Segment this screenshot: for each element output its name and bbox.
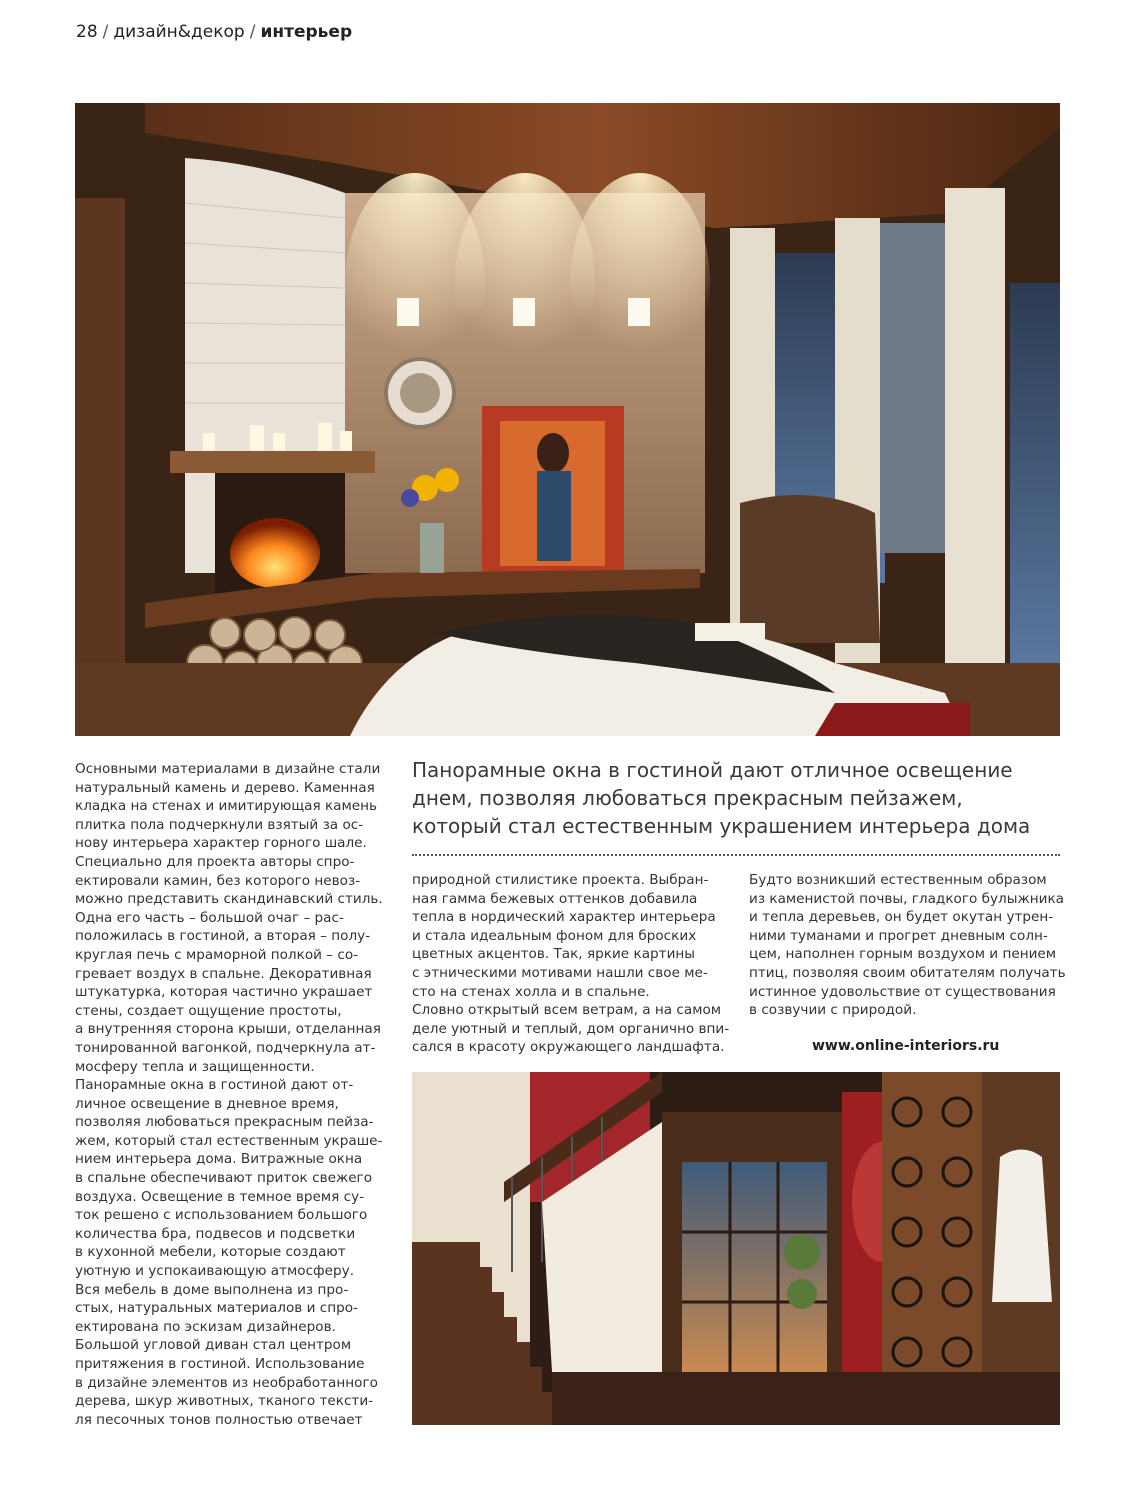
text-line: штукатурка, которая частично украшает	[75, 984, 373, 1001]
text-line: сался в красоту окружающего ландшафта.	[412, 1039, 725, 1056]
text-line: мосферу тепла и защищенности.	[75, 1058, 315, 1075]
text-line: плитка пола подчеркнули взятый за ос-	[75, 816, 364, 833]
text-line: в кухонной мебели, которые создают	[75, 1244, 346, 1261]
text-line: в спальне обеспечивают приток свежего	[75, 1170, 373, 1187]
section-name: интерьер	[260, 22, 353, 42]
text-line: гревает воздух в спальне. Декоративная	[75, 965, 372, 982]
text-line: истинное удовольствие от существования	[749, 983, 1056, 1000]
text-line: сто на стенах холла и в спальне.	[412, 983, 650, 1000]
text-line: ектировали камин, без которого невоз-	[75, 872, 361, 889]
text-line: Большой угловой диван стал центром	[75, 1337, 352, 1354]
text-line: Словно открытый всем ветрам, а на самом	[412, 1002, 722, 1019]
text-line: в дизайне элементов из необработанного	[75, 1374, 378, 1391]
hallway-staircase-photo	[412, 1072, 1060, 1425]
left-text-column	[75, 760, 387, 1429]
text-line: тонированной вагонкой, подчеркнула ат-	[75, 1039, 376, 1056]
dotted-divider	[412, 854, 1060, 856]
text-line: нием интерьера дома. Витражные окна	[75, 1151, 363, 1168]
text-line: ектирована по эскизам дизайнеров.	[75, 1318, 336, 1335]
text-line: цем, наполнен горным воздухом и пением	[749, 946, 1057, 963]
text-line: Специально для проекта авторы спро-	[75, 853, 355, 870]
text-line: позволяя любоваться прекрасным пейза-	[75, 1114, 374, 1131]
text-line: и стала идеальным фоном для броских	[412, 927, 697, 944]
pull-quote-line: который стал естественным украшением интерьера дома	[412, 814, 1031, 838]
text-line: Панорамные окна в гостиной дают от-	[75, 1077, 354, 1094]
text-line: дерева, шкур животных, тканого тексти-	[75, 1393, 374, 1410]
text-line: стых, натуральных материалов и спро-	[75, 1300, 359, 1317]
text-line: и тепла деревьев, он будет окутан утрен-	[749, 909, 1054, 926]
text-line: круглая печь с мраморной полкой – со-	[75, 946, 359, 963]
text-line: ток решено с использованием большого	[75, 1207, 368, 1224]
text-line: личное освещение в дневное время,	[75, 1095, 339, 1112]
page-header	[76, 22, 352, 46]
pull-quote-line: Панорамные окна в гостиной дают отличное освещение	[412, 758, 1013, 782]
text-line: ними туманами и прогрет дневным солн-	[749, 927, 1048, 944]
text-line: природной стилистике проекта. Выбран-	[412, 872, 709, 888]
text-line: ная гамма бежевых оттенков добавила	[412, 890, 698, 907]
text-line: Вся мебель в доме выполнена из про-	[75, 1281, 349, 1298]
header-separator: /	[249, 22, 256, 42]
text-line: Одна его часть – большой очаг – рас-	[75, 909, 344, 926]
text-line: Основными материалами в дизайне стали	[75, 761, 381, 777]
text-line: ля песочных тонов полностью отвечает	[75, 1411, 363, 1428]
bedroom-fireplace-photo	[75, 103, 1060, 736]
text-line: притяжения в гостиной. Использование	[75, 1356, 365, 1372]
text-line: а внутренняя сторона крыши, отделанная	[75, 1021, 381, 1038]
text-line: с этническими мотивами нашли свое ме-	[412, 964, 708, 981]
text-line: воздуха. Освещение в темное время су-	[75, 1188, 365, 1205]
right-text-column	[749, 871, 1066, 1020]
text-line: жем, который стал естественным украше-	[75, 1132, 383, 1149]
text-line: количества бра, подвесов и подсветки	[75, 1225, 356, 1242]
text-line: птиц, позволяя своим обитателям получать	[749, 964, 1066, 981]
website-link[interactable]: www.online-interiors.ru	[812, 1038, 1000, 1054]
text-line: положилась в гостиной, а вторая – полу-	[75, 928, 371, 945]
text-line: уютную и успокаивающую атмосферу.	[75, 1263, 355, 1280]
pull-quote-line: днем, позволяя любоваться прекрасным пейзажем,	[412, 786, 963, 810]
text-line: можно представить скандинавский стиль.	[75, 891, 383, 908]
text-line: натуральный камень и дерево. Каменная	[75, 779, 375, 796]
text-line: из каменистой почвы, гладкого булыжника	[749, 890, 1064, 907]
header-separator: /	[102, 22, 109, 42]
middle-text-column	[412, 871, 730, 1057]
text-line: деле уютный и теплый, дом органично впи-	[412, 1020, 730, 1037]
text-line: Будто возникший естественным образом	[749, 872, 1047, 888]
text-line: в созвучии с природой.	[749, 1002, 917, 1019]
text-line: кладка на стенах и имитирующая камень	[75, 798, 378, 815]
text-line: нову интерьера характер горного шале.	[75, 835, 367, 852]
text-line: цветных акцентов. Так, яркие картины	[412, 946, 696, 963]
magazine-name: дизайн&декор	[113, 22, 245, 42]
text-line: тепла в нордический характер интерьера	[412, 909, 716, 926]
page-number: 28	[76, 22, 98, 42]
pull-quote	[412, 756, 1062, 840]
text-line: стены, создает ощущение простоты,	[75, 1002, 342, 1019]
